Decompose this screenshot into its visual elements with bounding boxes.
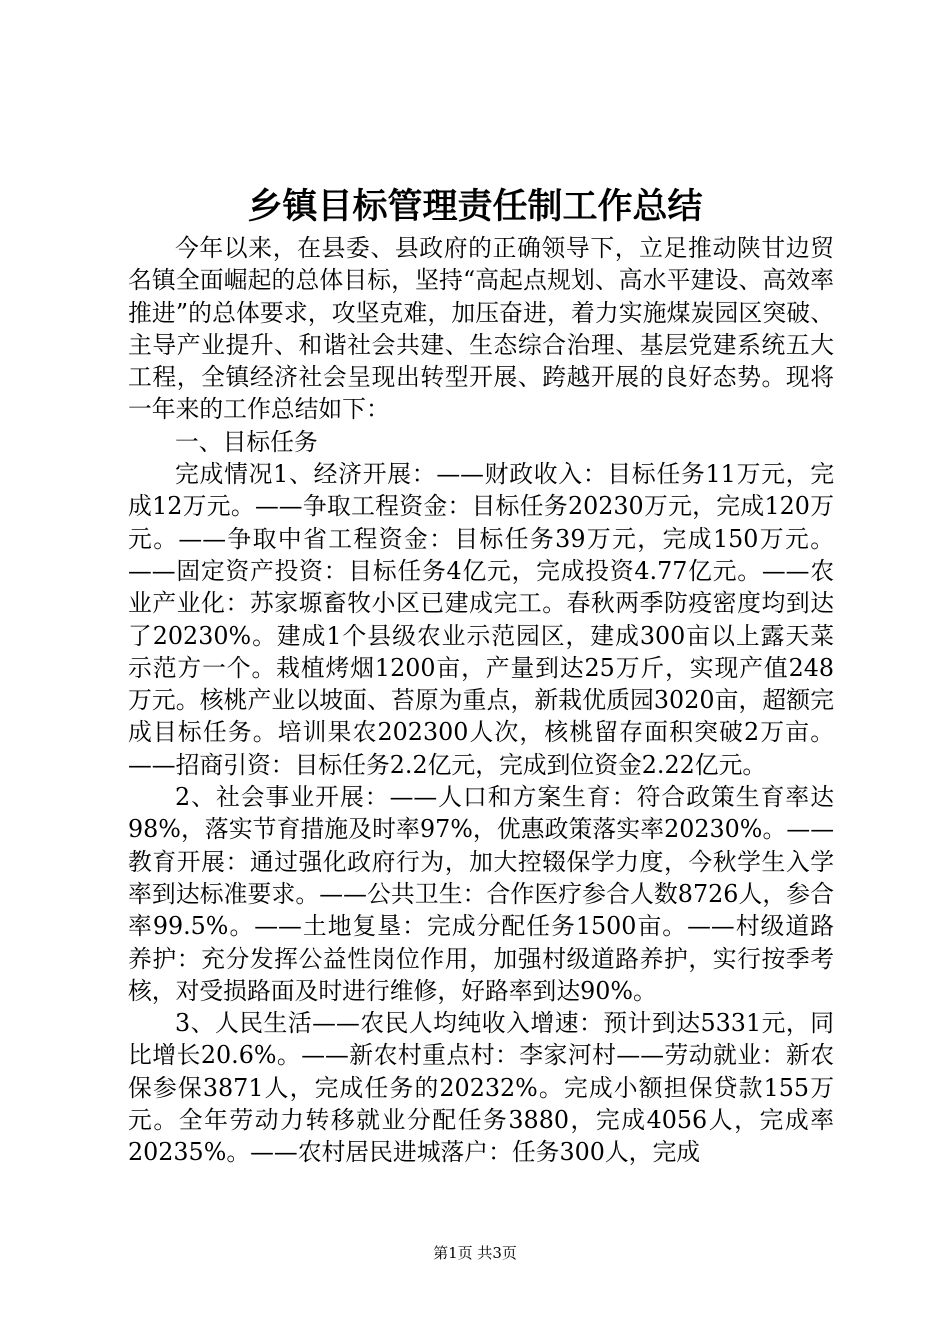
document-title: 乡镇目标管理责任制工作总结 (247, 187, 703, 227)
paragraph-people-livelihood: 3、人民生活——农民人均纯收入增速：预计到达5331元，同比增长20.6%。——新农村重点村：李家河村——劳动就业：新农保参保3871人，完成任务的20232%。完成小额担保贷款155万元。全年劳动力转移就业分配任务3880，完成4056人，完成率20235%。——农村居民进城落户：任务300人，完成 (128, 1009, 834, 1167)
paragraph-social-development: 2、社会事业开展：——人口和方案生育：符合政策生育率达98%，落实节育措施及时率97%，优惠政策落实率20230%。——教育开展：通过强化政府行为，加大控辍保学力度，今秋学生入学率到达标准要求。——公共卫生：合作医疗参合人数8726人，参合率99.5%。——土地复垦：完成分配任务1500亩。——村级道路养护：充分发挥公益性岗位作用，加强村级道路养护，实行按季考核，对受损路面及时进行维修，好路率到达90%。 (128, 783, 834, 1005)
paragraph-intro: 今年以来，在县委、县政府的正确领导下，立足推动陕甘边贸名镇全面崛起的总体目标，坚持“高起点规划、高水平建设、高效率推进”的总体要求，攻坚克难，加压奋进，着力实施煤炭园区突破、主导产业提升、和谐社会共建、生态综合治理、基层党建系统五大工程，全镇经济社会呈现出转型开展、跨越开展的良好态势。现将一年来的工作总结如下： (128, 234, 834, 424)
paragraph-economic-development: 完成情况1、经济开展：——财政收入：目标任务11万元，完成12万元。——争取工程资金：目标任务20230万元，完成120万元。——争取中省工程资金：目标任务39万元，完成150万元。——固定资产投资：目标任务4亿元，完成投资4.77亿元。——农业产业化：苏家塬畜牧小区已建成完工。春秋两季防疫密度均到达了20230%。建成1个县级农业示范园区，建成300亩以上露天菜示范方一个。栽植烤烟1200亩，产量到达25万斤，实现产值248万元。核桃产业以坡面、苔原为重点，新栽优质园3020亩，超额完成目标任务。培训果农202300人次，核桃留存面积突破2万亩。——招商引资：目标任务2.2亿元，完成到位资金2.22亿元。 (128, 460, 834, 779)
page-number-footer: 第1页 共3页 (433, 1244, 517, 1262)
document-body (128, 232, 834, 1169)
section-heading-goals: 一、目标任务 (175, 427, 318, 456)
